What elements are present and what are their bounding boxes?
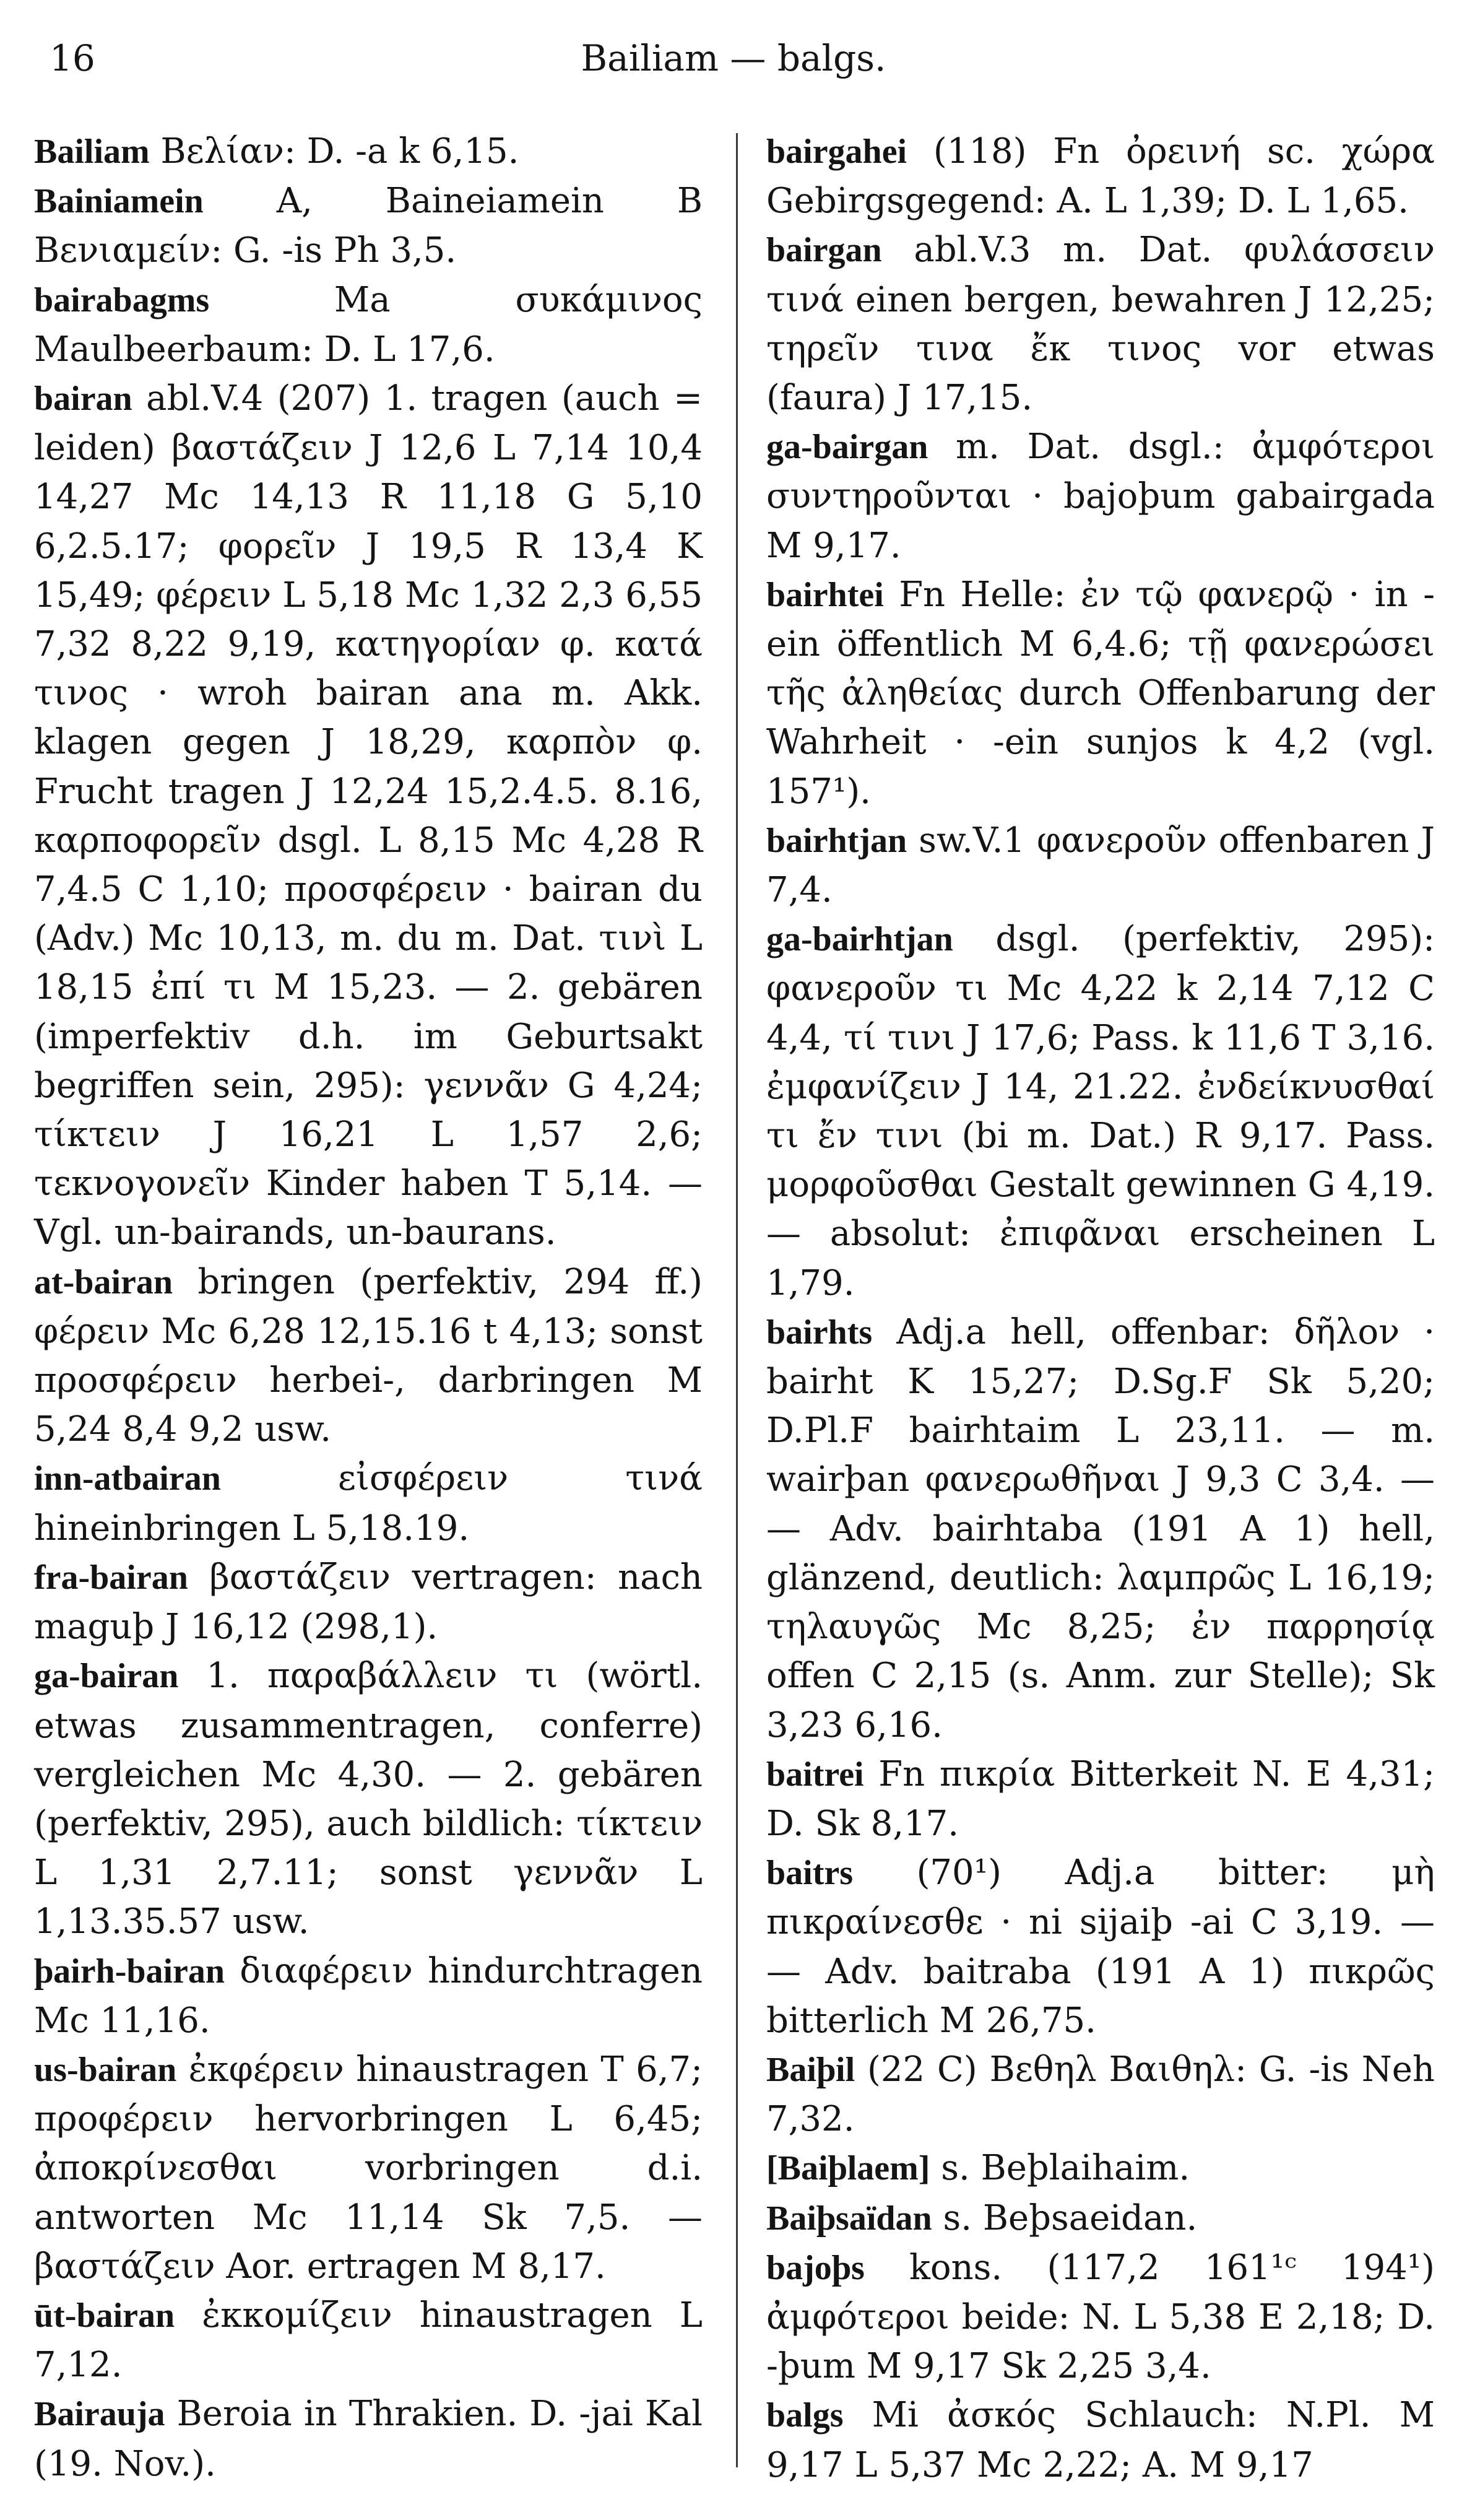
entry-headword: baitrs xyxy=(766,1854,853,1893)
entry-definition: Ma συκάμινος Maulbeerbaum: D. L 17,6. xyxy=(34,279,703,370)
entry-headword: baitrei xyxy=(766,1755,864,1794)
entry-definition: Βελίαν: D. -a k 6,15. xyxy=(149,131,519,172)
entry-definition: ἐκφέρειν hinaustragen T 6,7; προφέρειν hervorbringen L 6,45; ἀποκρίνεσθαι vorbringen d.i. antworten Mc 11,14 Sk 7,5. — βαστάζειν Aor. ertragen M 8,17. xyxy=(34,2049,703,2287)
entry-definition: Fn Helle: ἐν τῷ φανερῷ · in -ein öffentlich M 6,4.6; τῇ φανερώσει τῆς ἀληθείας durch Offenbarung der Wahrheit · -ein sunjos k 4,2 (vgl. 157¹). xyxy=(766,574,1435,812)
entry-headword: fra-bairan xyxy=(34,1558,188,1597)
entry-definition: kons. (117,2 161¹ᶜ 194¹) ἀμφότεροι beide: N. L 5,38 E 2,18; D. -þum M 9,17 Sk 2,25 3,4. xyxy=(766,2247,1435,2387)
entry-definition: Mi ἀσκός Schlauch: N.Pl. M 9,17 L 5,37 Mc 2,22; A. M 9,17 xyxy=(766,2395,1435,2485)
page-header xyxy=(50,37,1417,99)
dictionary-entry xyxy=(34,1553,703,1651)
entry-definition: Adj.a hell, offenbar: δῆλον · bairht K 15,27; D.Sg.F Sk 5,20; D.Pl.F bairhtaim L 23,11. — m. wairþan φανερωθῆναι J 9,3 C 3,4. — — Adv. bairhtaba (191 A 1) hell, glänzend, deutlich: λαμπρῶς L 16,19; τηλαυγῶς Mc 8,25; ἐν παρρησίᾳ offen C 2,15 (s. Anm. zur Stelle); Sk 3,23 6,16. xyxy=(766,1311,1435,1745)
dictionary-entry xyxy=(34,2045,703,2291)
entry-definition: A, Baineiamein B Βενιαμείν: G. -is Ph 3,5. xyxy=(34,181,703,271)
page-number: 16 xyxy=(50,37,95,79)
entry-definition: ἐκκομίζειν hinaustragen L 7,12. xyxy=(34,2295,703,2386)
entry-definition: (118) Fn ὀρεινή sc. χώρα Gebirgsgegend: A. L 1,39; D. L 1,65. xyxy=(766,131,1435,222)
dictionary-entry xyxy=(766,2391,1435,2489)
entry-headword: bairan xyxy=(34,380,132,419)
dictionary-entry xyxy=(766,816,1435,915)
entry-headword: [Baiþlaem] xyxy=(766,2149,930,2188)
entry-headword: balgs xyxy=(766,2396,844,2435)
dictionary-entry xyxy=(766,2144,1435,2193)
entry-definition: sw.V.1 φανεροῦν offenbaren J 7,4. xyxy=(766,820,1435,911)
entry-headword: ga-bairgan xyxy=(766,428,928,467)
entry-definition: Beroia in Thrakien. D. -jai Kal (19. Nov.). xyxy=(34,2394,703,2484)
dictionary-entry xyxy=(34,1947,703,2045)
dictionary-entry xyxy=(766,127,1435,225)
entry-headword: bairhtjan xyxy=(766,821,907,860)
dictionary-entry xyxy=(34,2389,703,2488)
entry-definition: διαφέρειν hindurchtragen Mc 11,16. xyxy=(34,1950,703,2041)
right-column xyxy=(766,127,1435,2490)
entry-definition: 1. παραβάλλειν τι (wörtl. etwas zusammentragen, conferre) vergleichen Mc 4,30. — 2. gebären (perfektiv, 295), auch bildlich: τίκτειν L 1,31 2,7.11; sonst γεννᾶν L 1,13.35.57 usw. xyxy=(34,1656,703,1942)
entry-headword: ga-bairhtjan xyxy=(766,920,953,959)
dictionary-entry xyxy=(766,1308,1435,1750)
entry-headword: bairgahei xyxy=(766,133,907,171)
entry-definition: bringen (perfektiv, 294 ff.) φέρειν Mc 6,28 12,15.16 t 4,13; sonst προσφέρειν herbei-, darbringen M 5,24 8,4 9,2 usw. xyxy=(34,1261,703,1450)
entry-headword: þairh-bairan xyxy=(34,1952,225,1991)
dictionary-entry xyxy=(34,176,703,275)
entry-headword: ūt-bairan xyxy=(34,2296,175,2335)
entry-headword: Baiþil xyxy=(766,2050,855,2089)
entry-headword: bajoþs xyxy=(766,2248,865,2287)
entry-headword: inn-atbairan xyxy=(34,1459,221,1498)
entry-definition: s. Beþlaihaim. xyxy=(930,2148,1190,2189)
dictionary-entry xyxy=(766,2194,1435,2243)
entry-definition: dsgl. (perfektiv, 295): φανεροῦν τι Mc 4,22 k 2,14 7,12 C 4,4, τί τινι J 17,6; Pass. k 11,6 T 3,16. ἐμφανίζειν J 14, 21.22. ἐνδείκνυσθαί τι ἔν τινι (bi m. Dat.) R 9,17. Pass. μορφοῦσθαι Gestalt gewinnen G 4,19. — absolut: ἐπιφᾶναι erscheinen L 1,79. xyxy=(766,919,1435,1303)
entry-headword: Bairauja xyxy=(34,2395,165,2434)
entry-headword: Baiþsaïdan xyxy=(766,2199,932,2238)
dictionary-entry xyxy=(766,422,1435,570)
left-column xyxy=(34,127,703,2488)
dictionary-entry xyxy=(34,1454,703,1552)
entry-headword: bairabagms xyxy=(34,280,210,319)
entry-headword: us-bairan xyxy=(34,2050,177,2089)
entry-headword: ga-bairan xyxy=(34,1657,179,1696)
entry-definition: abl.V.4 (207) 1. tragen (auch = leiden) βαστάζειν J 12,6 L 7,14 10,4 14,27 Mc 14,13 R 11,18 G 5,10 6,2.5.17; φορεῖν J 19,5 R 13,4 K 15,49; φέρειν L 5,18 Mc 1,32 2,3 6,55 7,32 8,22 9,19, κατηγορίαν φ. κατά τινος · wroh bairan ana m. Akk. klagen gegen J 18,29, καρπὸν φ. Frucht tragen J 12,24 15,2.4.5. 8.16, καρποφορεῖν dsgl. L 8,15 Mc 4,28 R 7,4.5 C 1,10; προσφέρειν · bairan du (Adv.) Mc 10,13, m. du m. Dat. τινὶ L 18,15 ἐπί τι M 15,23. — 2. gebären (imperfektiv d.h. im Geburtsakt begriffen sein, 295): γεννᾶν G 4,24; τίκτειν J 16,21 L 1,57 2,6; τεκνογονεῖν Kinder haben T 5,14. — Vgl. un-bairands, un-baurans. xyxy=(34,378,703,1253)
dictionary-entry xyxy=(34,127,703,176)
dictionary-entry xyxy=(34,1258,703,1454)
dictionary-entry xyxy=(34,1651,703,1946)
dictionary-entry xyxy=(34,276,703,374)
dictionary-entry xyxy=(766,915,1435,1308)
entry-headword: Bailiam xyxy=(34,133,150,171)
entry-definition: m. Dat. dsgl.: ἀμφότεροι συντηροῦνται · bajoþum gabairgada M 9,17. xyxy=(766,427,1435,566)
running-head: Bailiam — balgs. xyxy=(581,37,886,79)
entry-definition: (22 C) Βεθηλ Βαιθηλ: G. -is Neh 7,32. xyxy=(766,2049,1435,2140)
dictionary-entry xyxy=(766,570,1435,816)
entry-definition: Fn πικρία Bitterkeit N. E 4,31; D. Sk 8,17. xyxy=(766,1753,1435,1844)
entry-headword: bairhts xyxy=(766,1313,873,1352)
entry-definition: (70¹) Adj.a bitter: μὴ πικραίνεσθε · ni sijaiþ -ai C 3,19. — — Adv. baitraba (191 A 1) πικρῶς bitterlich M 26,75. xyxy=(766,1853,1435,2041)
dictionary-entry xyxy=(766,225,1435,422)
dictionary-entry xyxy=(34,2291,703,2389)
dictionary-entry xyxy=(34,374,703,1258)
entry-definition: εἰσφέρειν τινά hineinbringen L 5,18.19. xyxy=(34,1458,703,1549)
entry-headword: bairgan xyxy=(766,231,882,270)
dictionary-entry xyxy=(766,1848,1435,2045)
entry-headword: bairhtei xyxy=(766,575,884,614)
dictionary-entry xyxy=(766,2243,1435,2391)
dictionary-entry xyxy=(766,2045,1435,2144)
column-divider xyxy=(736,133,738,2467)
entry-definition: s. Beþsaeidan. xyxy=(932,2197,1198,2238)
dictionary-entry xyxy=(766,1750,1435,1848)
entry-definition: βαστάζειν vertragen: nach maguþ J 16,12 (298,1). xyxy=(34,1557,703,1648)
entry-definition: abl.V.3 m. Dat. φυλάσσειν τινά einen bergen, bewahren J 12,25; τηρεῖν τινα ἔκ τινος vor etwas (faura) J 17,15. xyxy=(766,230,1435,419)
entry-headword: Bainiamein xyxy=(34,182,204,221)
entry-headword: at-bairan xyxy=(34,1262,173,1301)
